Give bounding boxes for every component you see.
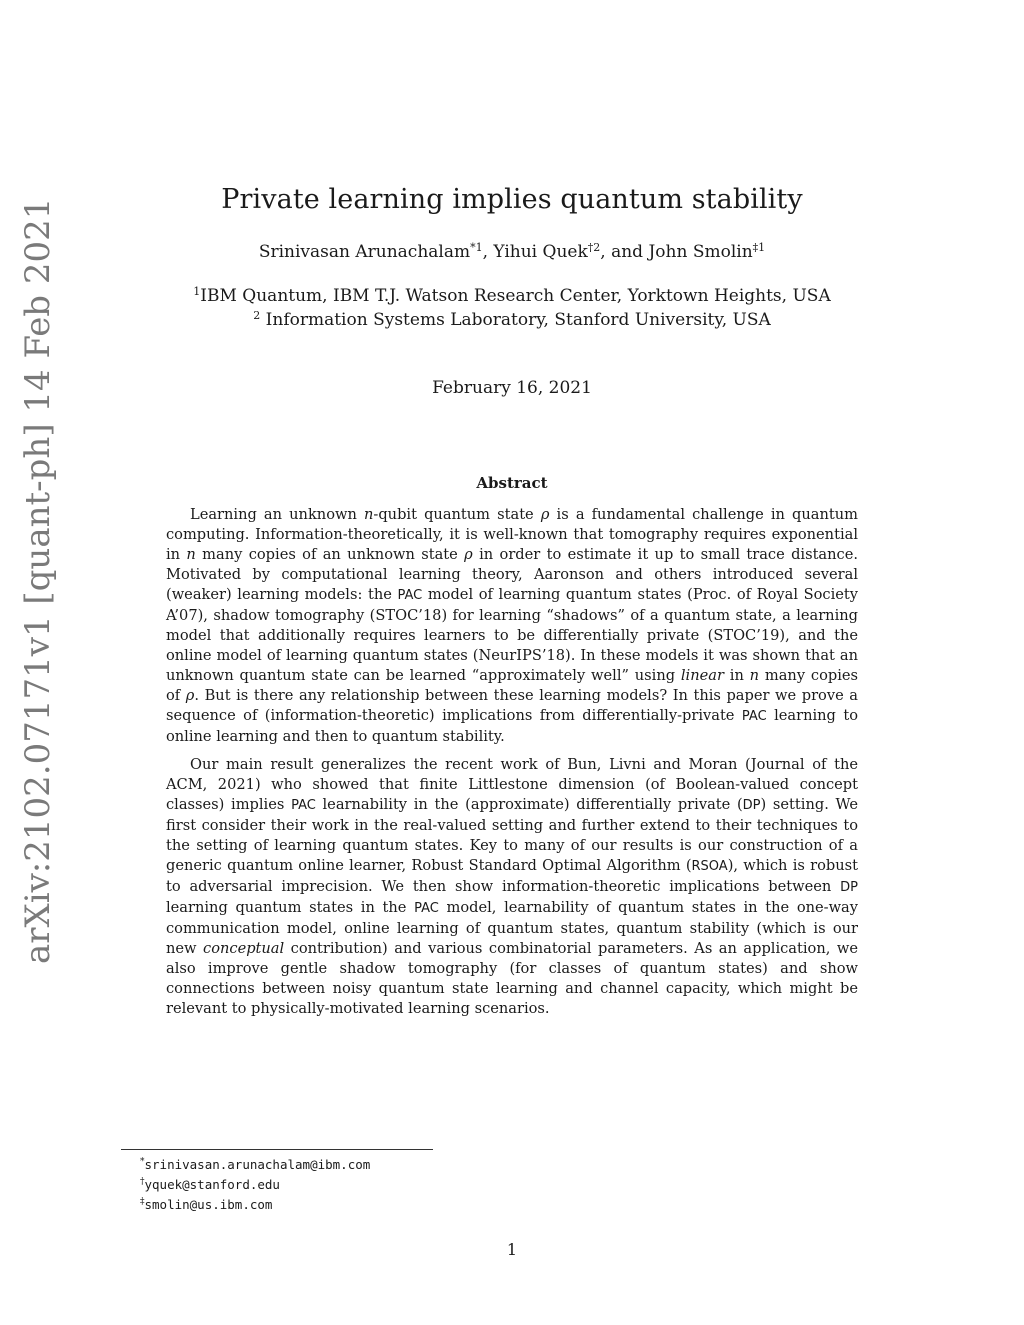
math-or-emphasis: n [749,667,760,684]
math-or-emphasis: conceptual [203,940,285,957]
text-run: is a fundamental challenge in quantum computing. Information-theoretically, it is well-known that tomography requires exponential in [166,506,858,563]
acronym: PAC [741,709,767,724]
text-run: Learning an unknown [190,506,364,523]
text-run: many copies of [166,667,858,704]
acronym: PAC [397,588,423,603]
abstract-body [166,505,858,1019]
abstract-heading: Abstract [476,474,548,492]
text-run: ), which is robust to adversarial imprecision. We then show information-theoretic implications between [166,857,858,895]
affiliation-text: IBM Quantum, IBM T.J. Watson Research Center, Yorktown Heights, USA [200,286,831,306]
footnote-mark: ‡ [140,1197,145,1207]
author-name: Yihui Quek [493,242,588,262]
math-or-emphasis: ρ [185,687,195,704]
affiliation-1 [0,286,1024,306]
footnote [140,1155,370,1175]
text-run: . But is there any relationship between these learning models? In this paper we prove a sequence of (information-theoretic) implications from differentially-private [166,687,858,724]
affiliation-mark: 2 [253,309,261,322]
text-run: model, learnability of quantum states in the one-way communication model, online learning of quantum states, quantum stability (which is our new [166,899,859,957]
text-run: learning quantum states in the [166,899,415,916]
paper-title: Private learning implies quantum stability [221,184,803,215]
page-number: 1 [506,1240,518,1259]
author-name: John Smolin [648,242,753,262]
math-or-emphasis: ρ [540,506,550,523]
text-run: contribution) and various combinatorial parameters. As an application, we also improve gentle shadow tomography (for classes of quantum states) and show connections between noisy quantum state learning and channel capacity, which might be relevant to physically-motivated learning scenarios. [166,940,858,1017]
math-or-emphasis: ρ [464,546,473,563]
affiliation-mark: 1 [193,285,201,298]
text-run: Our main result generalizes the recent work of Bun, Livni and Moran (Journal of the ACM, 2021) who showed that finite Littlestone dimension (of Boolean-valued concept classes) implies [166,756,858,813]
footnotes [140,1155,370,1215]
footnote-email-link[interactable]: smolin@us.ibm.com [144,1197,273,1212]
text-run: in [723,667,750,684]
author-affiliation-mark: ‡1 [752,241,766,254]
affiliation-2 [0,310,1024,330]
acronym: PAC [414,901,439,916]
footnote-rule [121,1149,433,1150]
acronym: PAC [291,798,316,813]
author-separator: , and [600,242,649,262]
abstract-paragraph-1 [166,505,858,747]
footnote-mark: * [140,1157,145,1167]
abstract-paragraph-2 [166,755,858,1019]
text-run: -qubit quantum state [373,506,541,523]
footnote-mark: † [140,1177,145,1187]
math-or-emphasis: n [186,546,196,563]
text-run: learning to online learning and then to quantum stability. [166,707,859,745]
affiliation-text: Information Systems Laboratory, Stanford University, USA [260,310,771,330]
acronym: DP [840,880,858,895]
text-run: in order to estimate it up to small trace distance. Motivated by computational learning theory, Aaronson and others introduced several (weaker) learning models: the [166,546,858,603]
text-run: ) setting. We first consider their work in the real-valued setting and further extend to their techniques to the setting of learning quantum states. Key to many of our results is our construction of a generic quantum online learner, Robust Standard Optimal Algorithm ( [166,796,858,874]
author-affiliation-mark: *1 [470,241,483,254]
footnote-email-link[interactable]: yquek@stanford.edu [144,1177,280,1192]
author-name: Srinivasan Arunachalam [258,242,471,262]
footnote [140,1175,370,1195]
publication-date: February 16, 2021 [432,378,592,398]
math-or-emphasis: n [364,506,374,523]
author-separator: , [482,242,494,262]
footnote-email-link[interactable]: srinivasan.arunachalam@ibm.com [144,1157,371,1172]
arxiv-identifier-stamp: arXiv:2102.07171v1 [quant-ph] 14 Feb 2021 [18,197,58,964]
author-affiliation-mark: †2 [587,241,601,254]
acronym: RSOA [691,859,728,874]
text-run: many copies of an unknown state [195,546,465,563]
text-run: learnability in the (approximate) differentially private ( [315,796,743,813]
footnote [140,1195,370,1215]
acronym: DP [742,798,761,813]
math-or-emphasis: linear [680,667,724,684]
author-list [0,242,1024,262]
text-run: model of learning quantum states (Proc. of Royal Society A’07), shadow tomography (STOC’18) for learning “shadows” of a quantum state, a learning model that additionally requires learners to be differentially private (STOC’19), and the online model of learning quantum states (NeurIPS’18). In these models it was shown that an unknown quantum state can be learned “approximately well” using [166,586,858,684]
